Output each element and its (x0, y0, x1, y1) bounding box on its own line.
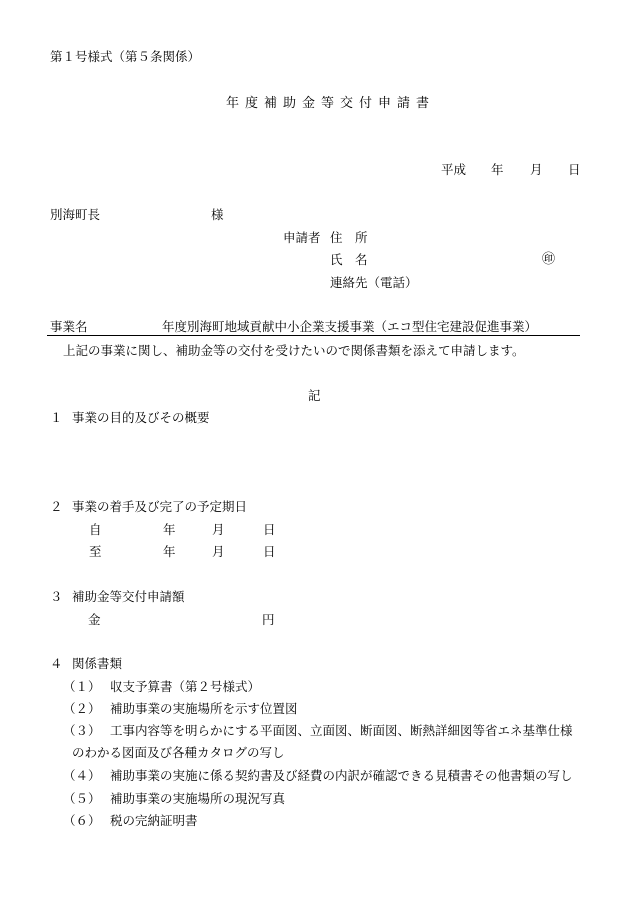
end-year: 年 (163, 544, 176, 559)
addressee-name: 別海町長 (50, 207, 101, 222)
project-label: 事業名 (50, 319, 88, 334)
document-item-text: 補助事業の実施場所を示す位置図 (110, 701, 298, 716)
section-number: ３ (50, 589, 63, 604)
document-item-text: 補助事業の実施場所の現況写真 (110, 791, 286, 806)
document-item-number: （６） (63, 813, 101, 828)
document-item-number: （１） (63, 679, 101, 694)
start-label: 自 (89, 522, 102, 537)
project-value: 年度別海町地域貢献中小企業支援事業（エコ型住宅建設促進事業） (162, 319, 538, 334)
section-number: ４ (50, 656, 63, 671)
document-item-number: （２） (63, 701, 101, 716)
end-month: 月 (212, 544, 225, 559)
form-number: 第１号様式（第５条関係） (50, 49, 201, 64)
section-title: 事業の目的及びその概要 (72, 410, 210, 425)
project-underline (47, 335, 580, 336)
applicant-label: 申請者 (283, 230, 321, 245)
document-item-number: （４） (63, 768, 101, 783)
start-year: 年 (163, 522, 176, 537)
section-title: 関係書類 (72, 656, 123, 671)
name-label: 氏 名 (330, 252, 368, 267)
ki-heading: 記 (308, 388, 321, 403)
addressee-honorific: 様 (211, 207, 224, 222)
intro-text: 上記の事業に関し、補助金等の交付を受けたいので関係書類を添えて申請します。 (63, 343, 525, 358)
date-era: 平成 (441, 162, 467, 177)
section-title: 補助金等交付申請額 (72, 589, 185, 604)
document-item-text: 補助事業の実施に係る契約書及び経費の内訳が確認できる見積書その他書類の写し (110, 768, 573, 783)
start-day: 日 (263, 522, 276, 537)
document-item-text-continued: のわかる図面及び各種カタログの写し (72, 745, 285, 760)
amount-en: 円 (262, 612, 275, 627)
section-number: ２ (50, 499, 63, 514)
document-item-text: 税の完納証明書 (110, 813, 198, 828)
contact-label: 連絡先（電話） (330, 275, 418, 290)
start-month: 月 (212, 522, 225, 537)
document-item-number: （３） (63, 723, 101, 738)
document-title: 年度補助金等交付申請書 (226, 96, 436, 111)
end-day: 日 (263, 544, 276, 559)
end-label: 至 (89, 544, 102, 559)
document-item-number: （５） (63, 791, 101, 806)
date-day: 日 (568, 162, 581, 177)
address-label: 住 所 (330, 230, 368, 245)
document-item-text: 工事内容等を明らかにする平面図、立面図、断面図、断熱詳細図等省エネ基準仕様 (110, 723, 573, 738)
document-item-text: 収支予算書（第２号様式） (110, 679, 261, 694)
date-month: 月 (530, 162, 543, 177)
date-year: 年 (491, 162, 504, 177)
section-title: 事業の着手及び完了の予定期日 (72, 499, 248, 514)
seal-mark: ㊞ (542, 252, 556, 267)
section-number: １ (50, 410, 63, 425)
amount-kin: 金 (88, 612, 101, 627)
